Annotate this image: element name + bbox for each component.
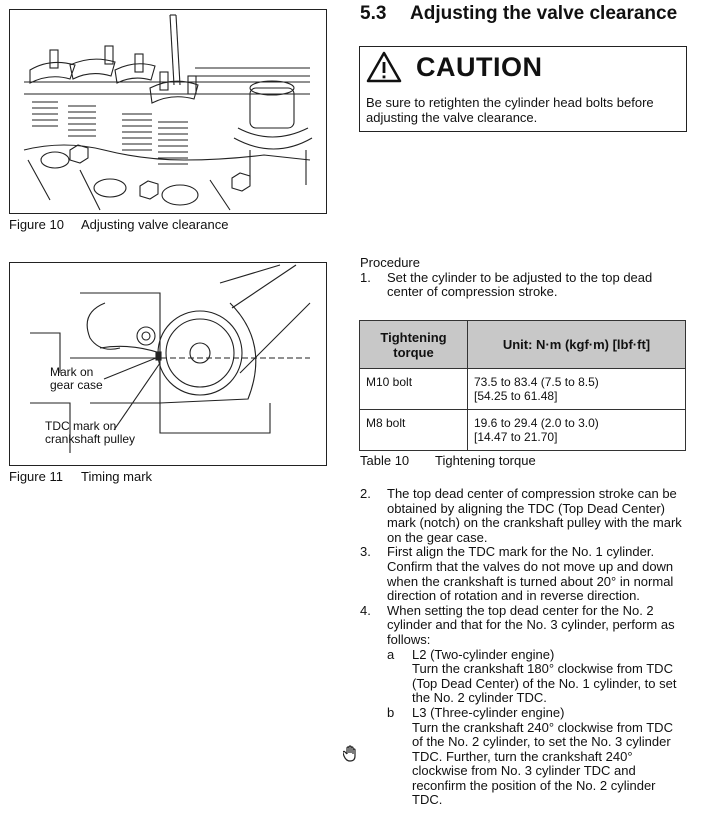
table-cell: M10 bolt (360, 369, 468, 410)
substep-letter: a (387, 646, 395, 662)
procedure-step (360, 604, 684, 808)
table-header: Tightening torque (360, 321, 468, 369)
step-text: Set the cylinder to be adjusted to the top dead center of compression stroke. (387, 269, 653, 300)
table-10-caption (360, 453, 536, 468)
figure-number: Figure 11 (9, 469, 63, 484)
substep (387, 648, 684, 706)
table-row (360, 410, 686, 451)
label-tdc-mark (45, 420, 135, 446)
figure-10-caption (9, 217, 228, 232)
section-number: 5.3 (360, 3, 387, 24)
substep-title: L2 (Two-cylinder engine) (412, 646, 555, 662)
step-text: When setting the top dead center for the No. 2 cylinder and that for the No. 3 cylinder, perform as follows: (387, 602, 675, 647)
figure-10-image (9, 9, 327, 214)
torque-value: 73.5 to 83.4 (7.5 to 8.5) (474, 375, 599, 389)
section-title-text: Adjusting the valve clearance (410, 3, 678, 24)
table-header: Unit: N·m (kgf·m) [lbf·ft] (468, 321, 686, 369)
figure-label: Mark on (50, 365, 94, 379)
procedure-block (360, 256, 690, 300)
procedure-heading: Procedure (360, 255, 420, 270)
steps-block (360, 487, 684, 808)
figure-caption-text: Adjusting valve clearance (81, 217, 229, 232)
caution-heading: CAUTION (416, 51, 543, 82)
table-cell: M8 bolt (360, 410, 468, 451)
figure-11-caption (9, 469, 152, 484)
hand-cursor-icon (343, 745, 359, 768)
procedure-step (360, 271, 690, 300)
label-mark-on-gear-case (50, 366, 103, 392)
figure-label: crankshaft pulley (45, 432, 136, 446)
substep-text: Turn the crankshaft 240° clockwise from TDC of the No. 2 cylinder, to set the No. 3 cylinder TDC. Further, turn the crankshaft 240° clockwise from No. 3 cylinder TDC and reconfirm the position of the No. 2 cylinder TDC. (412, 719, 673, 808)
step-number: 2. (360, 486, 371, 501)
torque-table (359, 320, 686, 451)
torque-value: [54.25 to 61.48] (474, 389, 558, 403)
procedure-step (360, 545, 684, 603)
step-number: 3. (360, 544, 371, 560)
substep (387, 706, 684, 808)
table-cell (468, 410, 686, 451)
valve-mechanism-drawing (10, 10, 326, 213)
step-text: The top dead center of compression stroke can be obtained by aligning the TDC (Top Dead Center) mark (notch) on the crankshaft pulley with the mark on the gear case. (387, 486, 682, 545)
substep-title: L3 (Three-cylinder engine) (412, 704, 565, 720)
caution-box (359, 46, 687, 132)
procedure-step (360, 487, 684, 545)
figure-caption-text: Timing mark (81, 469, 153, 484)
section-title (360, 3, 677, 25)
step-text: First align the TDC mark for the No. 1 cylinder. Confirm that the valves do not move up and down when the crankshaft is turned about 20° in normal direction of rotation and in reverse direction. (387, 544, 674, 604)
torque-value: 19.6 to 29.4 (2.0 to 3.0) (474, 416, 599, 430)
figure-number: Figure 10 (9, 217, 64, 232)
substep-text: Turn the crankshaft 180° clockwise from TDC (Top Dead Center) of the No. 1 cylinder, to set the No. 2 cylinder TDC. (412, 661, 677, 706)
step-number: 1. (360, 269, 371, 285)
table-number: Table 10 (360, 453, 410, 468)
step-number: 4. (360, 602, 371, 618)
warning-triangle-icon (366, 51, 402, 83)
table-row (360, 369, 686, 410)
figure-label: gear case (50, 378, 103, 392)
table-caption-text: Tightening torque (435, 453, 536, 468)
table-cell (468, 369, 686, 410)
figure-label: TDC mark on (45, 419, 117, 433)
figure-11-image (9, 262, 327, 466)
caution-text: Be sure to retighten the cylinder head bolts before adjusting the valve clearance. (366, 95, 654, 125)
substep-letter: b (387, 704, 395, 720)
torque-value: [14.47 to 21.70] (474, 430, 558, 444)
